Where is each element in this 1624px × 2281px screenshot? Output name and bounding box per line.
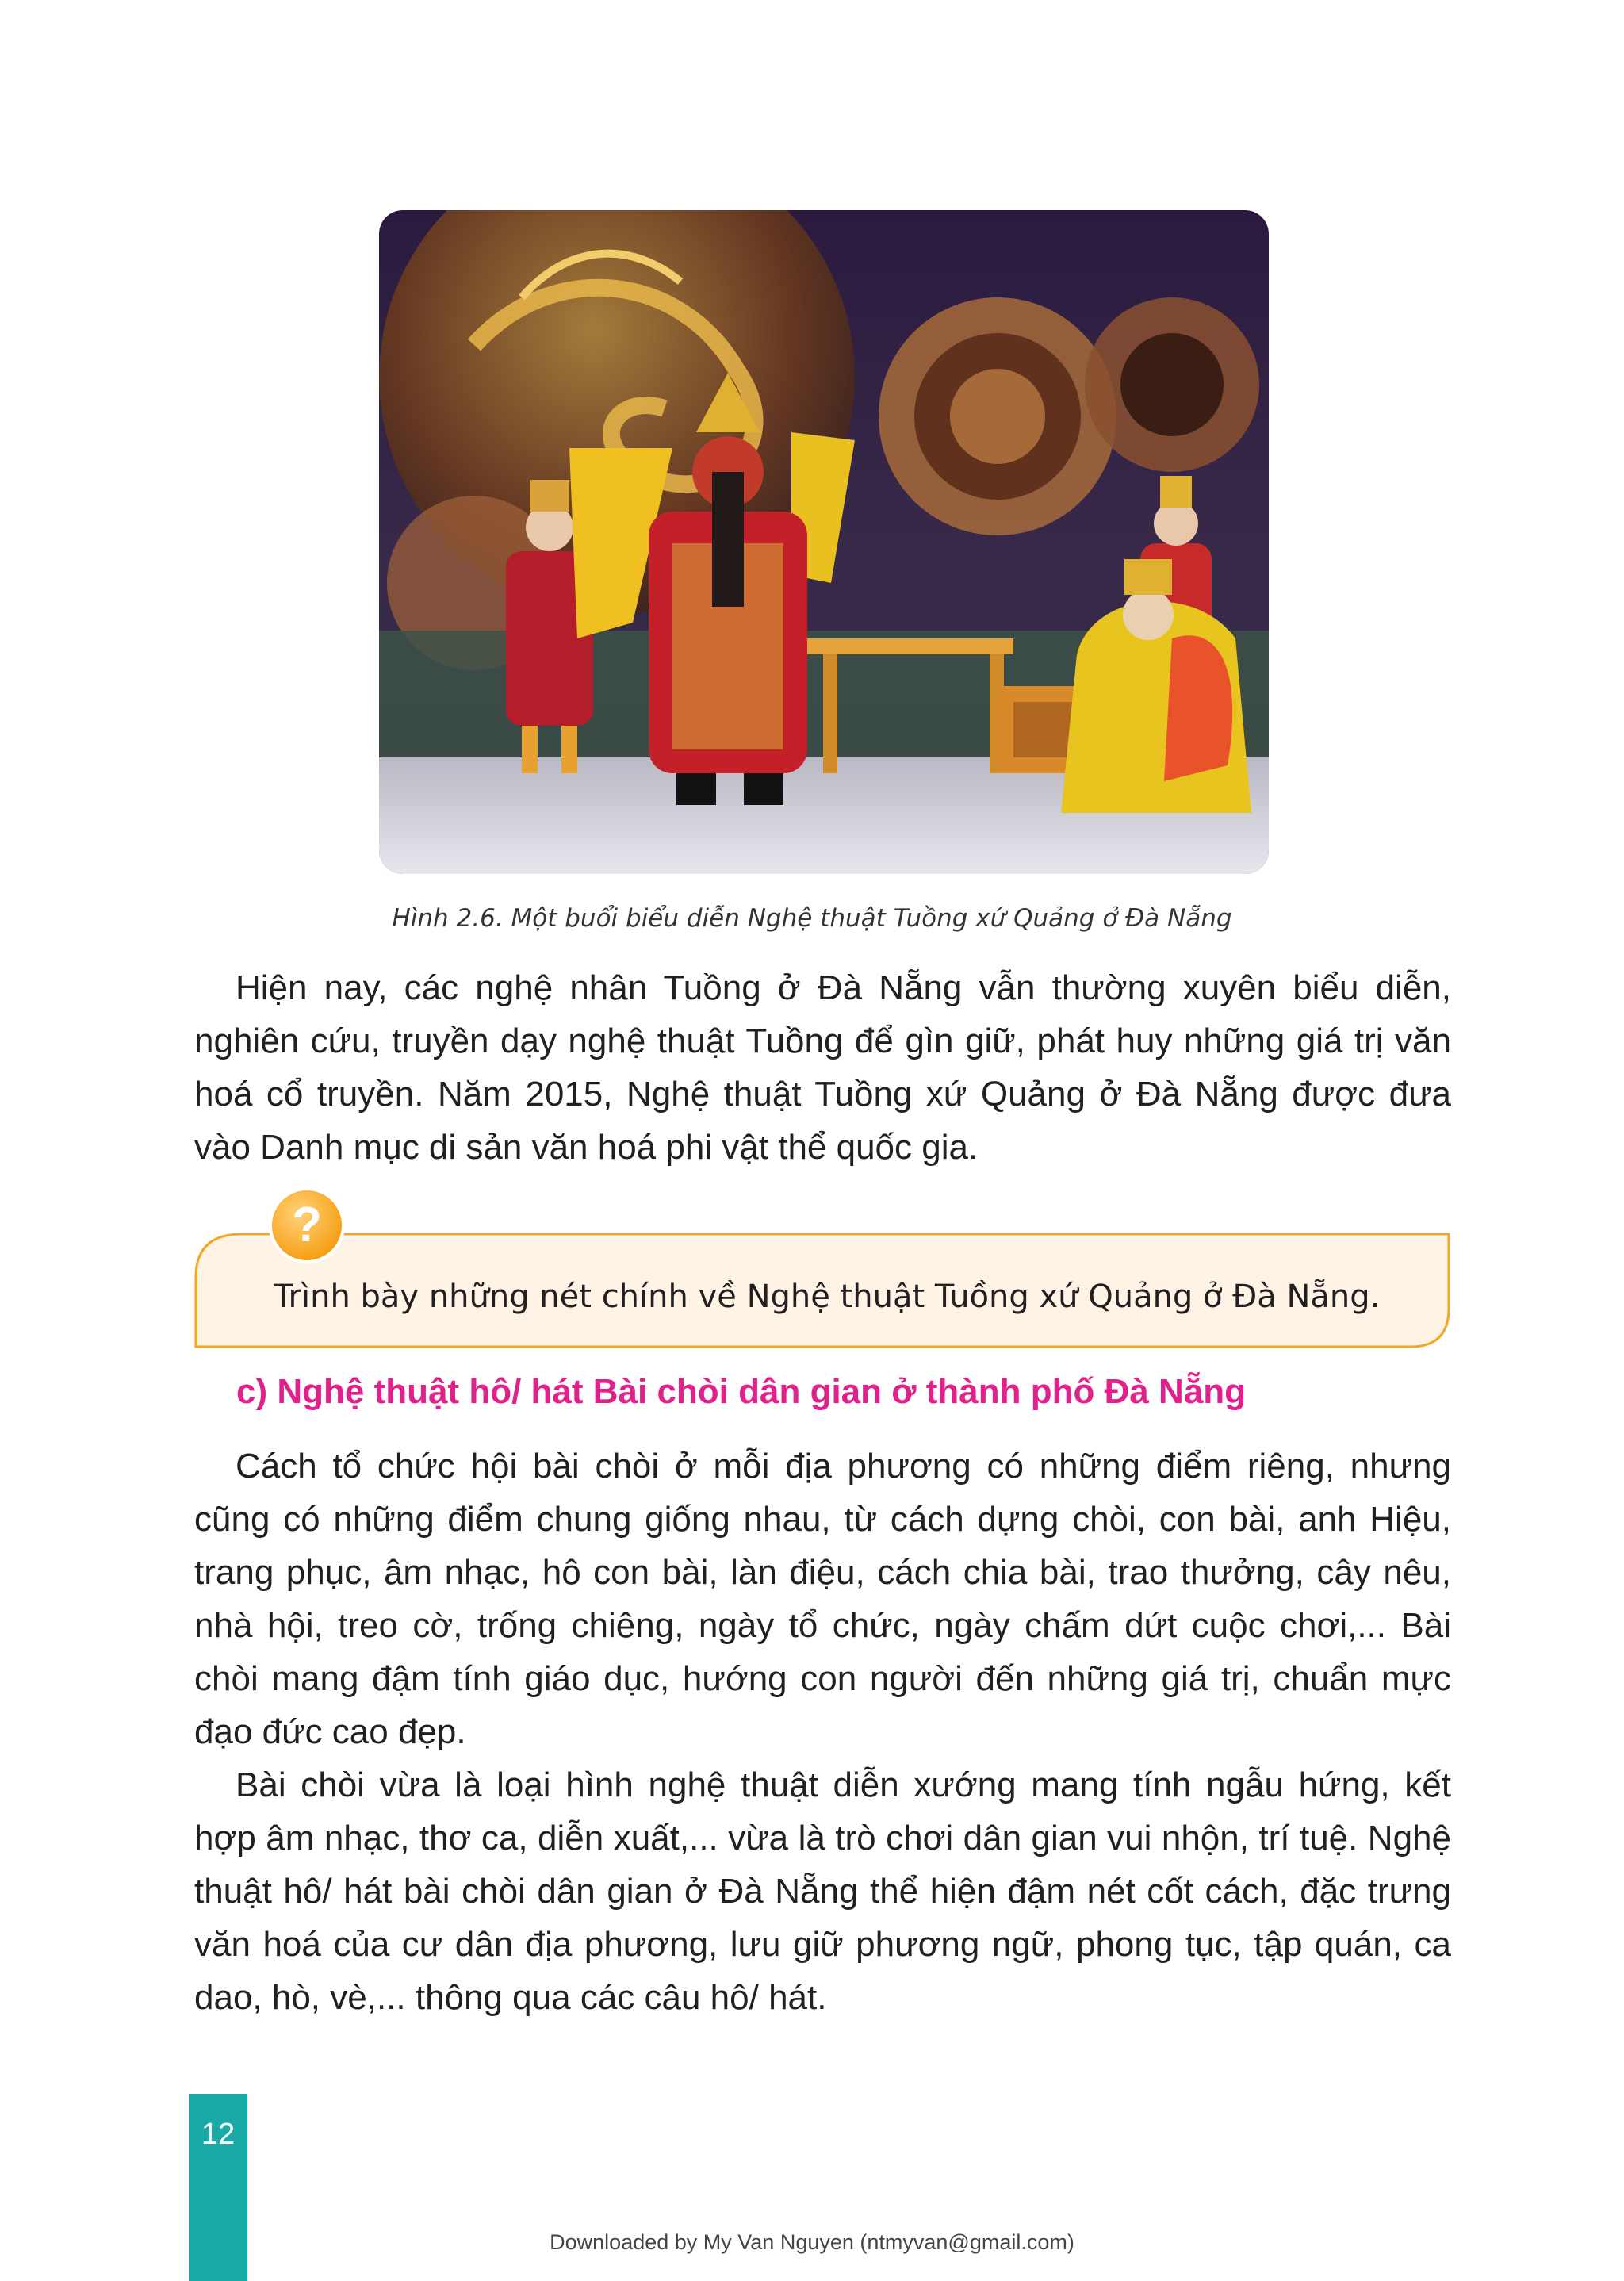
- section-text: [194, 1440, 1451, 2024]
- question-box: [194, 1198, 1451, 1348]
- question-icon-symbol: ?: [292, 1198, 322, 1252]
- page-number: 12: [201, 2118, 236, 2151]
- question-text: Trình bày những nét chính về Nghệ thuật Tuồng xứ Quảng ở Đà Nẵng.: [274, 1279, 1381, 1315]
- section-heading: c) Nghệ thuật hô/ hát Bài chòi dân gian ở thành phố Đà Nẵng: [236, 1372, 1247, 1411]
- paragraph: Hiện nay, các nghệ nhân Tuồng ở Đà Nẵng vẫn thường xuyên biểu diễn, nghiên cứu, truyền dạy nghệ thuật Tuồng để gìn giữ, phát huy những giá trị văn hoá cổ truyền. Năm 2015, Nghệ thuật Tuồng xứ Quảng ở Đà Nẵng được đưa vào Danh mục di sản văn hoá phi vật thể quốc gia.: [194, 968, 1451, 1167]
- paragraph: Cách tổ chức hội bài chòi ở mỗi địa phương có những điểm riêng, nhưng cũng có những điểm chung giống nhau, từ cách dựng chòi, con bài, anh Hiệu, trang phục, âm nhạc, hô con bài, làn điệu, cách chia bài, trao thưởng, cây nêu, nhà hội, treo cờ, trống chiêng, ngày tổ chức, ngày chấm dứt cuộc chơi,... Bài chòi mang đậm tính giáo dục, hướng con người đến những giá trị, chuẩn mực đạo đức cao đẹp.: [194, 1447, 1451, 1751]
- stage-illustration: [379, 210, 1269, 874]
- intro-text: [194, 961, 1451, 1174]
- question-icon: [267, 1186, 347, 1265]
- performance-photo: [379, 210, 1269, 874]
- download-footer: Downloaded by My Van Nguyen (ntmyvan@gmail.com): [550, 2230, 1074, 2254]
- figure-caption: Hình 2.6. Một buổi biểu diễn Nghệ thuật Tuồng xứ Quảng ở Đà Nẵng: [392, 904, 1232, 933]
- paragraph: Bài chòi vừa là loại hình nghệ thuật diễn xướng mang tính ngẫu hứng, kết hợp âm nhạc, thơ ca, diễn xuất,... vừa là trò chơi dân gian vui nhộn, trí tuệ. Nghệ thuật hô/ hát bài chòi dân gian ở Đà Nẵng thể hiện đậm nét cốt cách, đặc trưng văn hoá của cư dân địa phương, lưu giữ phương ngữ, phong tục, tập quán, ca dao, hò, vè,... thông qua các câu hô/ hát.: [194, 1765, 1451, 2017]
